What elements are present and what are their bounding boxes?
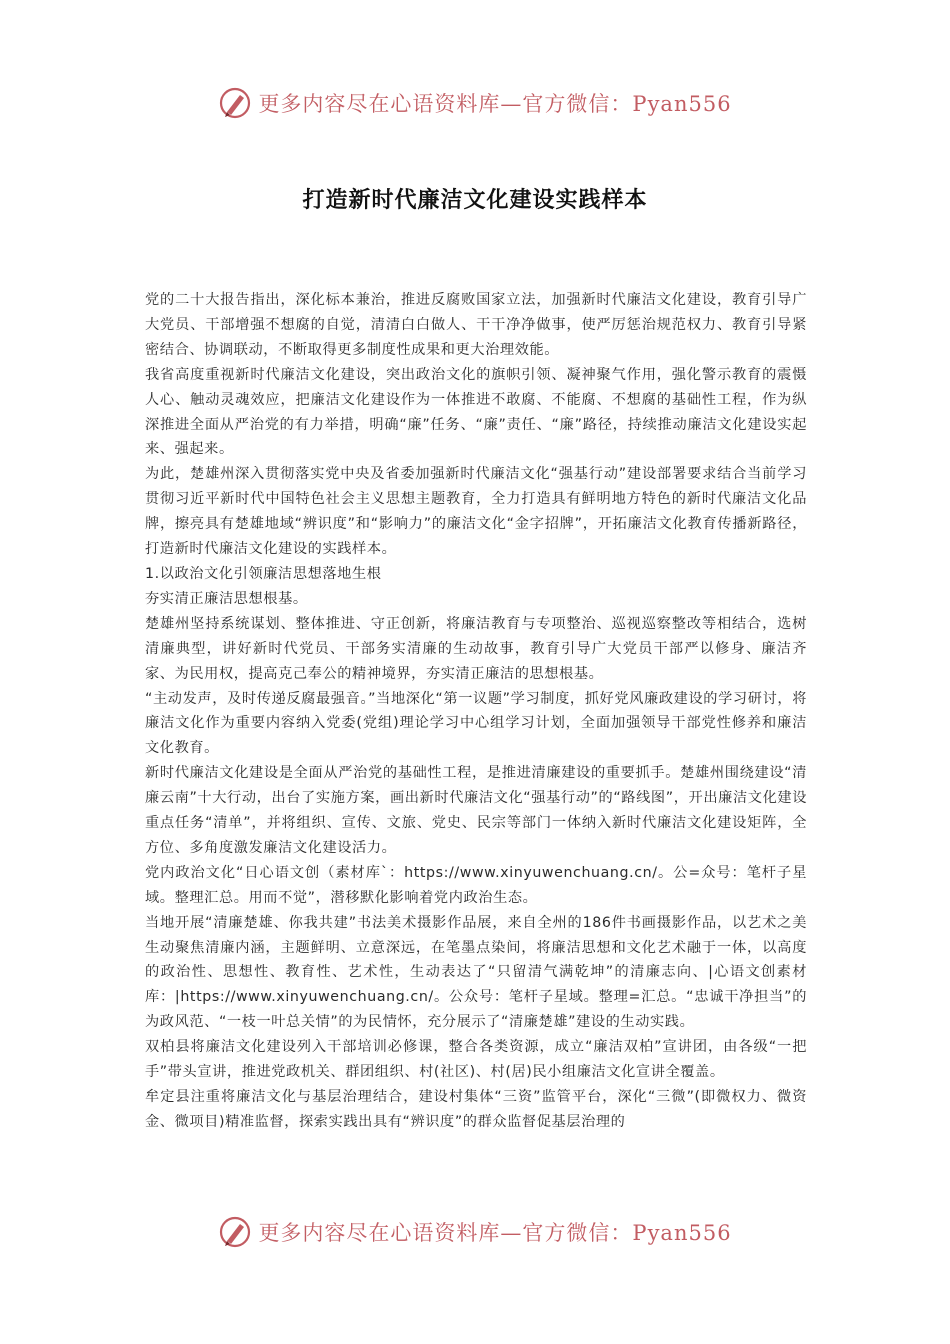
paragraph: 当地开展“清廉楚雄、你我共建”书法美术摄影作品展，来自全州的186件书画摄影作品，以艺术之美生动聚焦清廉内涵，主题鲜明、立意深远，在笔墨点染间，将廉洁思想和文化艺术融于一体，以高度的政治性、思想性、教育性、艺术性，生动表达了“只留清气满乾坤”的清廉志向、|心语文创素材库：|https://www.xinyuwenchuang.cn/。公众号：笔杆子星域。整理=汇总。“忠诚干净担当”的为政风范、“一枝一叶总关情”的为民情怀，充分展示了“清廉楚雄”建设的生动实践。 (145, 914, 807, 1031)
paragraph: 党内政治文化“日心语文创（素材库`：https://www.xinyuwenchuang.cn/。公=众号：笔杆子星域。整理汇总。用而不觉”，潜移默化影响着党内政治生态。 (145, 864, 807, 906)
header-banner (0, 83, 950, 123)
pen-logo-icon (218, 86, 252, 120)
pen-logo-icon (218, 1215, 252, 1249)
banner-text: 更多内容尽在心语资料库—官方微信：Pyan556 (258, 1221, 732, 1245)
paragraph: 为此，楚雄州深入贯彻落实党中央及省委加强新时代廉洁文化“强基行动”建设部署要求结合当前学习贯彻习近平新时代中国特色社会主义思想主题教育，全力打造具有鲜明地方特色的新时代廉洁文化品牌，擦亮具有楚雄地域“辨识度”和“影响力”的廉洁文化“金字招牌”，开拓廉洁文化教育传播新路径，打造新时代廉洁文化建设的实践样本。 (145, 466, 807, 558)
paragraph: “主动发声，及时传递反腐最强音。”当地深化“第一议题”学习制度，抓好党风廉政建设的学习研讨，将廉洁文化作为重要内容纳入党委(党组)理论学习中心组学习计划，全面加强领导干部党性修养和廉洁文化教育。 (145, 690, 807, 757)
paragraph: 楚雄州坚持系统谋划、整体推进、守正创新，将廉洁教育与专项整治、巡视巡察整改等相结合，选树清廉典型，讲好新时代党员、干部务实清廉的生动故事，教育引导广大党员干部严以修身、廉洁齐家、为民用权，提高克己奉公的精神境界，夯实清正廉洁的思想根基。 (145, 615, 807, 682)
document-title: 打造新时代廉洁文化建设实践样本 (302, 188, 648, 213)
section-heading: 1.以政治文化引领廉洁思想落地生根 (145, 565, 382, 582)
paragraph: 双柏县将廉洁文化建设列入干部培训必修课，整合各类资源，成立“廉洁双柏”宣讲团，由各级“一把手”带头宣讲，推进党政机关、群团组织、村(社区)、村(居)民小组廉洁文化宣讲全覆盖。 (145, 1039, 807, 1081)
paragraph: 牟定县注重将廉洁文化与基层治理结合，建设村集体“三资”监管平台，深化“三微”(即微权力、微资金、微项目)精准监督，探索实践出具有“辨识度”的群众监督促基层治理的 (145, 1089, 807, 1130)
banner-text: 更多内容尽在心语资料库—官方微信：Pyan556 (258, 92, 732, 116)
paragraph: 党的二十大报告指出，深化标本兼治，推进反腐败国家立法，加强新时代廉洁文化建设，教育引导广大党员、干部增强不想腐的自觉，清清白白做人、干干净净做事，使严厉惩治规范权力、教育引导紧密结合、协调联动，不断取得更多制度性成果和更大治理效能。 (145, 292, 807, 358)
paragraph: 夯实清正廉洁思想根基。 (145, 590, 308, 607)
paragraph: 新时代廉洁文化建设是全面从严治党的基础性工程，是推进清廉建设的重要抓手。楚雄州围绕建设“清廉云南”十大行动，出台了实施方案，画出新时代廉洁文化“强基行动”的“路线图”，开出廉洁文化建设重点任务“清单”，并将组织、宣传、文旅、党史、民宗等部门一体纳入新时代廉洁文化建设矩阵，全方位、多角度激发廉洁文化建设活力。 (145, 765, 808, 856)
document-body (145, 288, 807, 1135)
footer-banner (0, 1212, 950, 1252)
paragraph: 我省高度重视新时代廉洁文化建设，突出政治文化的旗帜引领、凝神聚气作用，强化警示教育的震慑人心、触动灵魂效应，把廉洁文化建设作为一体推进不敢腐、不能腐、不想腐的基础性工程，作为纵深推进全面从严治党的有力举措，明确“廉”任务、“廉”责任、“廉”路径，持续推动廉洁文化建设实起来、强起来。 (145, 366, 807, 458)
